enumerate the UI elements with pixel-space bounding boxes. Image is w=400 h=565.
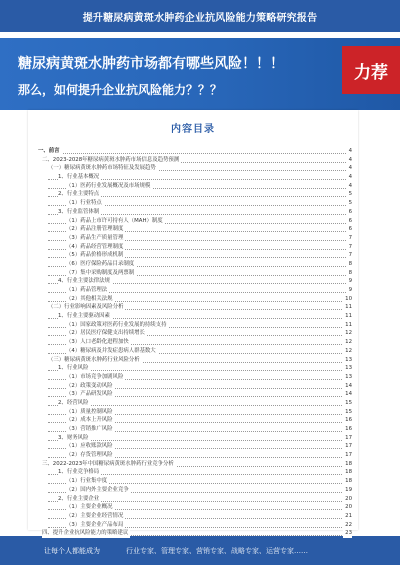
toc-entry <box>28 303 358 312</box>
toc-entry <box>28 199 358 208</box>
toc-entry-page: 23 <box>345 530 352 537</box>
toc-entry <box>28 251 358 260</box>
toc-entry <box>28 182 358 191</box>
toc-entry-page: 17 <box>345 452 352 459</box>
toc-entry <box>28 225 358 234</box>
toc-entry-title: （1）应收账款风险 <box>66 443 113 450</box>
top-banner <box>0 0 400 32</box>
toc-entry <box>28 173 358 182</box>
toc-entry-page: 22 <box>345 521 352 528</box>
toc-entry-page: 4 <box>348 182 352 189</box>
toc-entry-page: 4 <box>348 148 352 154</box>
toc-entry-page: 5 <box>348 191 352 198</box>
toc-entry <box>28 260 358 269</box>
toc-entry-page: 10 <box>345 295 352 302</box>
toc-entry-title: 1、行业主要驱动因素 <box>58 313 110 320</box>
toc-entry-page: 20 <box>345 495 352 502</box>
toc-entry-page: 16 <box>345 417 352 424</box>
toc-entry-title: （7）集中采购制度及两票制 <box>66 269 135 276</box>
toc-entry-title: （2）国内外主要企业竞争 <box>66 486 129 493</box>
toc-entry-title: （2）其他相关法规 <box>66 295 113 302</box>
toc-entry <box>28 434 358 443</box>
toc-entry-page: 15 <box>345 408 352 415</box>
banner-title: 提升糖尿病黄斑水肿药企业抗风险能力策略研究报告 <box>82 12 318 24</box>
toc-entry-page: 17 <box>345 434 352 441</box>
toc-entry-page: 21 <box>345 512 352 519</box>
toc-entry-title: （2）居民医疗保健支出持续增长 <box>66 330 145 337</box>
toc-entry <box>28 460 358 469</box>
toc-entry-title: 1、行业风险 <box>58 365 89 372</box>
toc-entry-title: 1、行业竞争格局 <box>58 469 100 476</box>
toc-entry-title: （1）市场竞争加剧风险 <box>66 373 124 380</box>
toc-entry <box>28 190 358 199</box>
toc-entry-page: 9 <box>348 278 352 285</box>
toc-entry <box>28 382 358 391</box>
toc-entry-title: （三）糖尿病黄斑水肿药行业风险分析 <box>48 356 140 363</box>
toc-entry-page: 16 <box>345 426 352 432</box>
toc-entry <box>28 269 358 278</box>
toc-entry-title: 四、提升企业抗风险能力的策略建议 <box>42 530 129 537</box>
toc-entry-title: （二）行业影响因素及风险分析 <box>48 304 124 311</box>
toc-entry-page: 17 <box>345 443 352 450</box>
toc-entry-title: （3）人口老龄化进程加快 <box>66 339 129 346</box>
toc-entry-title: （5）药品价格形成机制 <box>66 252 124 259</box>
toc-entry <box>28 234 358 243</box>
toc-entry <box>28 408 358 417</box>
footer-banner <box>0 536 400 565</box>
footer-lead: 让每个人都能成为 <box>44 546 100 555</box>
toc-entry-page: 12 <box>345 330 352 337</box>
toc-entry <box>28 217 358 226</box>
toc-entry-title: （2）药品注册管理制度 <box>66 226 124 233</box>
toc-entry-title: （2）政策变动风险 <box>66 382 113 389</box>
toc-entry-title: （1）主要企业概况 <box>66 504 113 511</box>
toc-entry-page: 20 <box>345 504 352 511</box>
toc-entry-title: 4、行业主要法律法规 <box>58 278 110 285</box>
toc-entry-title: （2）成本上升风险 <box>66 417 113 424</box>
toc-entry <box>28 442 358 451</box>
toc-entry <box>28 425 358 434</box>
toc-entry-title: （1）国家政策对医药行业发展的持续支持 <box>66 321 167 328</box>
toc-entry <box>28 295 358 304</box>
toc-entry-page: 5 <box>348 200 352 207</box>
toc-entry <box>28 486 358 495</box>
toc-entry-page: 6 <box>348 226 352 233</box>
toc-entry-page: 4 <box>348 165 352 172</box>
toc-entry <box>28 286 358 295</box>
toc-entry <box>28 321 358 330</box>
toc-entry-title: （1）质量控制风险 <box>66 408 113 415</box>
toc-entry-page: 11 <box>345 313 352 320</box>
toc-list <box>28 147 358 538</box>
toc-entry-page: 19 <box>345 486 352 493</box>
toc-entry-title: （1）行业集中度 <box>66 478 108 485</box>
toc-entry <box>28 329 358 338</box>
toc-entry <box>28 416 358 425</box>
hero-banner <box>0 38 400 110</box>
toc-entry-page: 11 <box>345 321 352 328</box>
toc-entry-page: 4 <box>348 174 352 181</box>
toc-entry <box>28 503 358 512</box>
toc-entry <box>28 338 358 347</box>
toc-entry <box>28 512 358 521</box>
toc-entry <box>28 208 358 217</box>
toc-entry <box>28 356 358 365</box>
toc-entry-page: 15 <box>345 399 352 406</box>
toc-entry-page: 9 <box>348 287 352 293</box>
toc-entry-page: 8 <box>348 269 352 276</box>
toc-entry <box>28 277 358 286</box>
toc-entry-page: 11 <box>345 304 352 311</box>
toc-entry-title: 三、2022-2023年中国糖尿病黄斑水肿药行业竞争分析 <box>42 460 174 467</box>
hero-subheadline: 那么，如何提升企业抗风险能力？？？ <box>18 83 223 97</box>
toc-entry <box>28 147 358 156</box>
toc-entry <box>28 495 358 504</box>
toc-entry-page: 14 <box>345 382 352 389</box>
toc-entry-title: （2）存货管理风险 <box>66 452 113 459</box>
toc-entry <box>28 364 358 373</box>
toc-entry-page: 8 <box>348 260 352 267</box>
toc-entry-title: （一）糖尿病黄斑水肿药市场特征及发展趋势 <box>48 165 156 172</box>
toc-entry-page: 14 <box>345 391 352 398</box>
toc-entry-title: （1）行业特点 <box>66 200 102 207</box>
toc-entry-page: 18 <box>345 460 352 467</box>
toc-entry-title: （3）主要企业产品布局 <box>66 521 124 528</box>
toc-entry <box>28 164 358 173</box>
toc-entry <box>28 521 358 530</box>
toc-entry-page: 7 <box>348 252 352 259</box>
toc-entry-title: （1）药品上市许可持有人（MAH）制度 <box>66 217 163 224</box>
toc-entry-title: （3）产品研发风险 <box>66 391 113 398</box>
toc-entry <box>28 373 358 382</box>
toc-entry-title: 一、前言 <box>38 148 60 154</box>
toc-entry-title: 3、行业监管体制 <box>58 208 100 215</box>
toc-entry <box>28 347 358 356</box>
toc-entry-title: （1）药品管理法 <box>66 287 108 293</box>
toc-entry-page: 4 <box>348 156 352 163</box>
toc-entry <box>28 312 358 321</box>
toc-entry-page: 13 <box>345 356 352 363</box>
hero-headline: 糖尿病黄斑水肿药市场都有哪些风险！！！ <box>18 56 284 72</box>
toc-entry-page: 7 <box>348 243 352 250</box>
footer-roles: 行业专家、管理专家、营销专家、战略专家、运营专家…… <box>126 546 308 555</box>
toc-entry-page: 13 <box>345 365 352 372</box>
toc-entry-title: 2、经营风险 <box>58 399 89 406</box>
toc-entry-page: 18 <box>345 478 352 485</box>
toc-entry-title: 2、行业主要特点 <box>58 191 100 198</box>
toc-entry-title: 二、2023-2028年糖尿病黄斑水肿药市场信息及趋势预测 <box>42 156 180 163</box>
toc-entry-page: 6 <box>348 208 352 215</box>
toc-entry-page: 12 <box>345 339 352 346</box>
toc-entry-title: （4）糖尿病及并发症患病人群基数大 <box>66 347 156 354</box>
document-page <box>28 110 358 537</box>
toc-entry-title: （1）医药行业发展概况及市场规模 <box>66 182 151 189</box>
toc-entry-title: （3）营销推广风险 <box>66 426 113 432</box>
toc-entry <box>28 399 358 408</box>
recommend-badge: 力荐 <box>342 46 400 94</box>
toc-title: 内容目录 <box>171 124 215 135</box>
toc-entry <box>28 451 358 460</box>
toc-entry-page: 13 <box>345 373 352 380</box>
toc-entry-title: （4）药品经营管理制度 <box>66 243 124 250</box>
toc-entry <box>28 390 358 399</box>
toc-entry-title: 2、行业主要企业 <box>58 495 100 502</box>
toc-entry-title: 1、行业基本概况 <box>58 174 100 181</box>
toc-entry-title: （2）主要企业经营情况 <box>66 512 124 519</box>
toc-entry-title: （3）药品生产质量管理 <box>66 234 124 241</box>
toc-entry-page: 12 <box>345 347 352 354</box>
toc-entry-page: 7 <box>348 234 352 241</box>
toc-entry-page: 18 <box>345 469 352 476</box>
toc-entry <box>28 243 358 252</box>
toc-entry-page: 6 <box>348 217 352 224</box>
toc-entry-title: 3、财务风险 <box>58 434 89 441</box>
toc-entry <box>28 156 358 165</box>
toc-entry <box>28 468 358 477</box>
toc-entry <box>28 477 358 486</box>
toc-entry-title: （6）医疗保险药品目录制度 <box>66 260 135 267</box>
